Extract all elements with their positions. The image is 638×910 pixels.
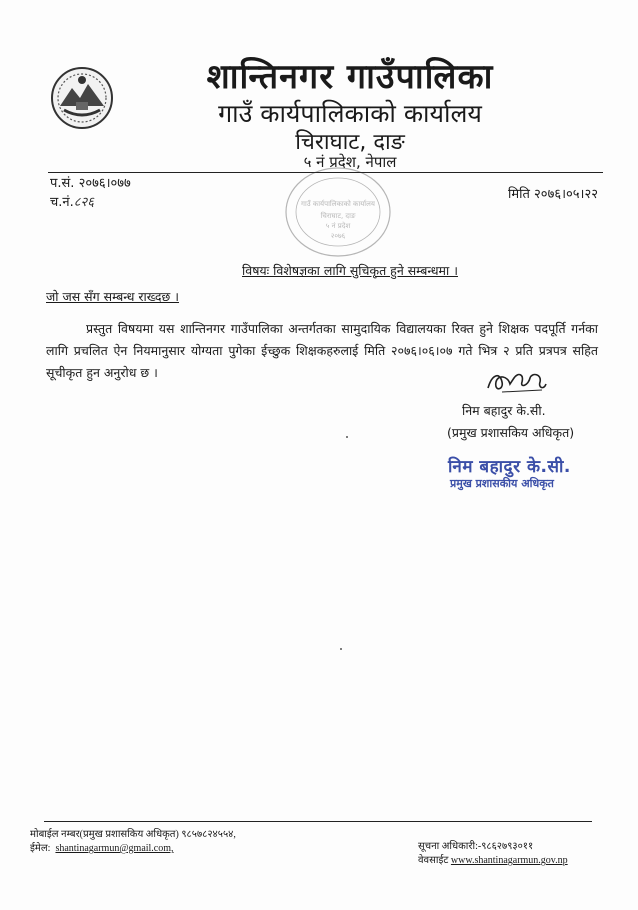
- dispatch-value: ८२६: [73, 195, 95, 210]
- letter-body-text: प्रस्तुत विषयमा यस शान्तिनगर गाउँपालिका अन्तर्गतका सामुदायिक विद्यालयका रिक्त हुने शिक्षक पदपूर्ति गर्नका लागि प्रचलित ऐन नियमानुसार योग्यता पुगेका ईच्छुक शिक्षकहरुलाई मिति २०७६।०६।०७ गते भित्र २ प्रति प्रत्रपत्र सहित सूचीकृत हुन अनुरोध छ ।: [46, 321, 598, 380]
- footer-divider: [44, 821, 592, 822]
- province-title: ५ नं प्रदेश, नेपाल: [303, 153, 397, 171]
- office-stamp-icon: [282, 164, 394, 260]
- signature-icon: [484, 368, 550, 396]
- scan-speck: [340, 648, 342, 650]
- stamp-line-2: चिराघाट, दाङ: [320, 212, 356, 220]
- footer-website-link[interactable]: www.shantinagarmun.gov.np: [450, 855, 568, 866]
- letter-date: मिति २०७६।०५।२२: [508, 187, 598, 202]
- footer-email-label: ईमेल:: [30, 843, 51, 854]
- footer-website-label: वेवसाईट: [418, 855, 449, 866]
- municipality-title: शान्तिनगर गाउँपालिका: [206, 57, 494, 97]
- seal-name: निम बहादुर के.सी.: [448, 457, 571, 477]
- place-title: चिराघाट, दाङ: [295, 130, 405, 155]
- letter-addressee: जो जस सँग सम्बन्ध राख्दछ ।: [46, 289, 179, 304]
- nepal-emblem-icon: [50, 66, 114, 130]
- office-title: गाउँ कार्यपालिकाको कार्यालय: [218, 99, 482, 128]
- footer-email-link[interactable]: shantinagarmun@gmail.com,: [55, 843, 174, 854]
- stamp-line-3: ५ नं प्रदेश: [325, 222, 351, 230]
- stamp-line-1: गाउँ कार्यपालिकाको कार्यालय: [301, 200, 375, 208]
- signer-title: (प्रमुख प्रशासकिय अधिकृत): [447, 425, 575, 440]
- footer-email: [30, 840, 174, 854]
- footer-website: [418, 852, 568, 866]
- letter-subject: विषयः विशेषज्ञका लागि सुचिकृत हुने सम्बन्धमा ।: [242, 263, 458, 278]
- footer-mobile: मोबाईल नम्बर(प्रमुख प्रशासकिय अधिकृत) ९८५७८२४५५४,: [30, 829, 236, 840]
- dispatch-number: [50, 192, 94, 210]
- reference-number: प.सं. २०७६।०७७: [50, 176, 131, 191]
- signer-name: निम बहादुर के.सी.: [462, 403, 546, 418]
- scan-speck: [346, 436, 348, 438]
- seal-title: प्रमुख प्रशासकीय अधिकृत: [450, 477, 554, 490]
- stamp-line-4: २०७६: [330, 232, 346, 240]
- dispatch-label: च.नं.: [50, 195, 74, 210]
- footer-info-officer: सूचना अधिकारी:-९८६२७९३०११: [418, 841, 534, 852]
